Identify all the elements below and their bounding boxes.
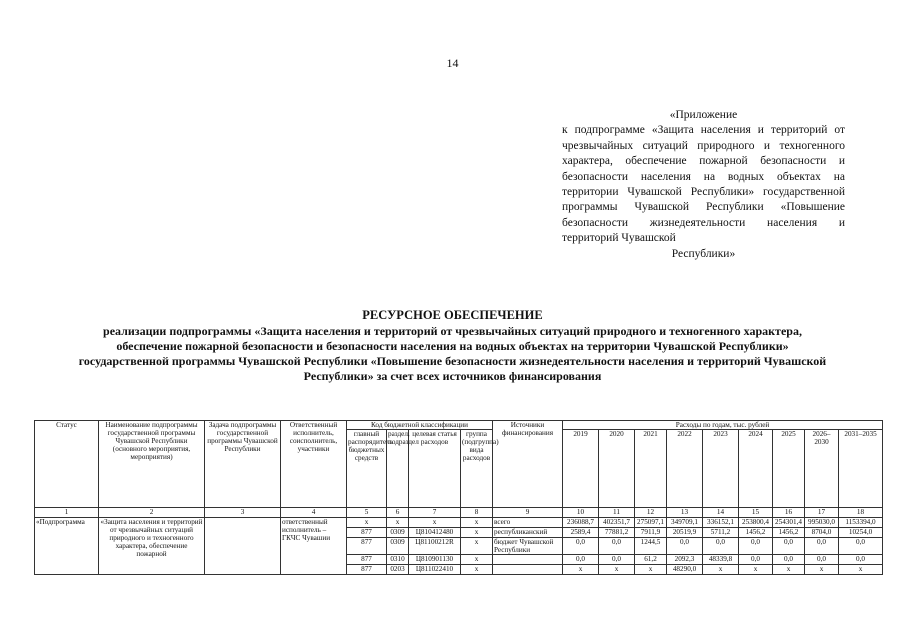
expense-cell: x <box>839 565 883 575</box>
column-number: 3 <box>205 508 281 518</box>
expense-cell: 253800,4 <box>739 518 773 528</box>
expense-cell: 0,0 <box>773 538 805 555</box>
expense-cell: 7911,9 <box>635 528 667 538</box>
column-number-row <box>35 508 883 518</box>
expense-cell: 0,0 <box>563 555 599 565</box>
expense-cell: 0,0 <box>599 555 635 565</box>
column-number: 13 <box>667 508 703 518</box>
expense-cell: 0,0 <box>667 538 703 555</box>
target-cell: Ц810412480 <box>409 528 461 538</box>
grbs-cell: 877 <box>347 565 387 575</box>
expense-cell: 2092,3 <box>667 555 703 565</box>
header-section: раздел, подраздел <box>387 430 409 508</box>
expense-cell: 0,0 <box>805 538 839 555</box>
source-cell <box>493 555 563 565</box>
expense-cell: x <box>773 565 805 575</box>
column-number: 8 <box>461 508 493 518</box>
grbs-cell: 877 <box>347 555 387 565</box>
expense-cell: 275097,1 <box>635 518 667 528</box>
header-year: 2025 <box>773 430 805 508</box>
column-number: 17 <box>805 508 839 518</box>
executor-cell: ответственный исполнитель – ГКЧС Чувашии <box>281 518 347 575</box>
task-cell <box>205 518 281 575</box>
expense-cell: 236088,7 <box>563 518 599 528</box>
column-number: 1 <box>35 508 99 518</box>
expense-cell: x <box>599 565 635 575</box>
status-cell: «Подпрограмма <box>35 518 99 575</box>
header-name: Наименование подпрограммы государственной программы Чувашской Республики (основного мероприятия, мероприятия) <box>99 421 205 508</box>
header-year: 2031–2035 <box>839 430 883 508</box>
expense-cell: 0,0 <box>703 538 739 555</box>
expense-cell: 254301,4 <box>773 518 805 528</box>
expense-cell: x <box>635 565 667 575</box>
grbs-cell: 877 <box>347 538 387 555</box>
column-number: 14 <box>703 508 739 518</box>
header-budget-code: Код бюджетной классификации <box>347 421 493 430</box>
target-cell: Ц811022410 <box>409 565 461 575</box>
header-year: 2022 <box>667 430 703 508</box>
source-cell: бюджет Чувашской Республики <box>493 538 563 555</box>
expense-cell: 48290,0 <box>667 565 703 575</box>
expense-cell: 5711,2 <box>703 528 739 538</box>
target-cell: x <box>409 518 461 528</box>
resource-table <box>34 420 883 575</box>
expense-cell: 0,0 <box>773 555 805 565</box>
group-cell: x <box>461 528 493 538</box>
expense-cell: x <box>563 565 599 575</box>
section-cell: x <box>387 518 409 528</box>
expense-cell: 402351,7 <box>599 518 635 528</box>
expense-cell: 48339,8 <box>703 555 739 565</box>
header-task: Задача подпрограммы государственной программы Чувашской Республики <box>205 421 281 508</box>
column-number: 2 <box>99 508 205 518</box>
expense-cell: 0,0 <box>839 538 883 555</box>
expense-cell: 8704,0 <box>805 528 839 538</box>
expense-cell: 20519,9 <box>667 528 703 538</box>
grbs-cell: 877 <box>347 528 387 538</box>
expense-cell: 0,0 <box>739 538 773 555</box>
appendix-block <box>562 108 845 262</box>
table-row <box>35 518 883 528</box>
header-year: 2020 <box>599 430 635 508</box>
source-cell: всего <box>493 518 563 528</box>
group-cell: x <box>461 518 493 528</box>
expense-cell: 77881,2 <box>599 528 635 538</box>
appendix-first-line: «Приложение <box>669 109 738 121</box>
header-year: 2023 <box>703 430 739 508</box>
appendix-last-line: Республики» <box>671 247 736 260</box>
expense-cell: 2589,4 <box>563 528 599 538</box>
group-cell: x <box>461 555 493 565</box>
column-number: 5 <box>347 508 387 518</box>
expense-cell: 0,0 <box>839 555 883 565</box>
expense-cell: 1456,2 <box>773 528 805 538</box>
expense-cell: 1456,2 <box>739 528 773 538</box>
group-cell: x <box>461 565 493 575</box>
expense-cell: 0,0 <box>739 555 773 565</box>
target-cell: Ц81100212R <box>409 538 461 555</box>
expense-cell: 1244,5 <box>635 538 667 555</box>
header-grbs: главный распорядитель бюджетных средств <box>347 430 387 508</box>
source-cell: республиканский <box>493 528 563 538</box>
header-expenses: Расходы по годам, тыс. рублей <box>563 421 883 430</box>
section-cell: 0203 <box>387 565 409 575</box>
column-number: 7 <box>409 508 461 518</box>
header-year: 2024 <box>739 430 773 508</box>
header-year: 2021 <box>635 430 667 508</box>
group-cell: x <box>461 538 493 555</box>
header-sources: Источники финансирования <box>493 421 563 508</box>
appendix-body: к подпрограмме «Защита населения и территорий от чрезвычайных ситуаций природного и техногенного характера, обеспечение пожарной безопасности и безопасности населения на водных объектах на территории Чувашской Республики» государственной программы Чувашской Республики «Повышение безопасности жизнедеятельности населения и территорий Чувашской <box>562 124 845 245</box>
header-group: группа (подгруппа) вида расходов <box>461 430 493 508</box>
expense-cell: x <box>739 565 773 575</box>
column-number: 9 <box>493 508 563 518</box>
expense-cell: x <box>805 565 839 575</box>
expense-cell: 0,0 <box>599 538 635 555</box>
column-number: 18 <box>839 508 883 518</box>
expense-cell: x <box>703 565 739 575</box>
name-cell: «Защита населения и территорий от чрезвычайных ситуаций природного и техногенного характера, обеспечение пожарной <box>99 518 205 575</box>
expense-cell: 1153394,0 <box>839 518 883 528</box>
section-cell: 0309 <box>387 528 409 538</box>
document-subtitle: реализации подпрограммы «Защита населения и территорий от чрезвычайных ситуаций природного и техногенного характера, обеспечение пожарной безопасности и безопасности населения на водных объектах на территории Чувашской Республики» государственной программы Чувашской Республики «Повышение безопасности жизнедеятельности населения и территорий Чувашской Республики» за счет всех источников финансирования <box>78 324 827 383</box>
column-number: 6 <box>387 508 409 518</box>
expense-cell: 0,0 <box>805 555 839 565</box>
expense-cell: 336152,1 <box>703 518 739 528</box>
column-number: 4 <box>281 508 347 518</box>
header-status: Статус <box>35 421 99 508</box>
expense-cell: 995030,0 <box>805 518 839 528</box>
expense-cell: 61,2 <box>635 555 667 565</box>
grbs-cell: x <box>347 518 387 528</box>
section-cell: 0309 <box>387 538 409 555</box>
column-number: 15 <box>739 508 773 518</box>
column-number: 11 <box>599 508 635 518</box>
source-cell <box>493 565 563 575</box>
expense-cell: 349709,1 <box>667 518 703 528</box>
document-title: РЕСУРСНОЕ ОБЕСПЕЧЕНИЕ <box>362 308 543 322</box>
header-year: 2026–2030 <box>805 430 839 508</box>
page-number: 14 <box>446 56 459 70</box>
column-number: 16 <box>773 508 805 518</box>
column-number: 12 <box>635 508 667 518</box>
expense-cell: 0,0 <box>563 538 599 555</box>
expense-cell: 10254,0 <box>839 528 883 538</box>
column-number: 10 <box>563 508 599 518</box>
header-year: 2019 <box>563 430 599 508</box>
target-cell: Ц810901130 <box>409 555 461 565</box>
header-executor: Ответственный исполнитель, соисполнитель, участники <box>281 421 347 508</box>
section-cell: 0310 <box>387 555 409 565</box>
header-target: целевая статья расходов <box>409 430 461 508</box>
